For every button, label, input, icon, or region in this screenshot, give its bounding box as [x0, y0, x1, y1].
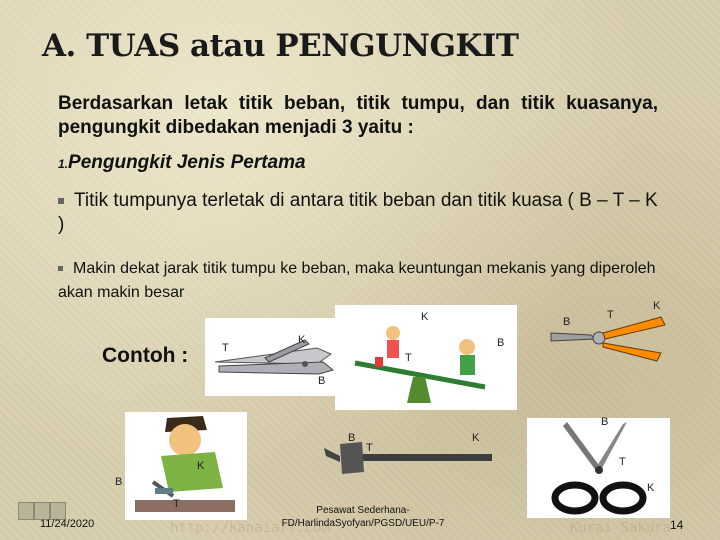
- scissors-icon: [527, 418, 670, 518]
- watermark-url: http://kanaiart.com: [170, 520, 331, 536]
- hammer-label-b: B: [348, 432, 356, 444]
- pliers-label-b: B: [563, 316, 571, 328]
- pliers-label-t: T: [607, 309, 614, 321]
- footer-date: 11/24/2020: [40, 518, 95, 530]
- seesaw-label-b: B: [497, 337, 505, 349]
- pliers-image: [543, 300, 668, 375]
- pliers-icon: [543, 305, 668, 375]
- hammer-label-t: T: [366, 442, 373, 454]
- scissors-label-k: K: [647, 482, 655, 494]
- nav-first-button[interactable]: [18, 502, 34, 520]
- boy-label-b: B: [115, 476, 123, 488]
- seesaw-label-k: K: [421, 311, 429, 323]
- seesaw-label-t: T: [405, 352, 412, 364]
- scissors-label-t: T: [619, 456, 626, 468]
- bullet-text: Titik tumpunya terletak di antara titik beban dan titik kuasa ( B – T – K ): [58, 190, 658, 235]
- seesaw-label-b2: B: [318, 375, 326, 387]
- watermark-brand: Kurai Sakura: [570, 520, 672, 536]
- lever-type-1-heading: [58, 152, 306, 174]
- pliers-label-k: K: [653, 300, 661, 312]
- lever-type-1-text: Pengungkit Jenis Pertama: [68, 152, 306, 173]
- slide-title: A. TUAS atau PENGUNGKIT: [42, 28, 519, 64]
- footer-credit: Pesawat Sederhana-FD/HarlindaSyofyan/PGSD/UEU/P-7: [281, 505, 445, 529]
- bullet-fulcrum-position: [58, 189, 658, 237]
- scissors-image: [527, 418, 670, 518]
- scissors-label-b: B: [601, 416, 609, 428]
- boy-label-k: K: [197, 460, 205, 472]
- boy-label-t: T: [173, 498, 180, 510]
- list-number: 1.: [58, 157, 69, 171]
- clipper-label-t: T: [222, 342, 229, 354]
- boy-hammering-image: [115, 412, 247, 520]
- bullet-icon: [58, 198, 64, 204]
- hammer-label-k: K: [472, 432, 480, 444]
- bullet-mechanical-advantage: [58, 257, 678, 305]
- page-number: 14: [670, 518, 684, 532]
- bullet-text: Makin dekat jarak titik tumpu ke beban, maka keuntungan mekanis yang diperoleh akan makin besar: [58, 260, 656, 301]
- example-label: Contoh :: [102, 344, 189, 367]
- bullet-icon: [58, 266, 63, 271]
- intro-paragraph: Berdasarkan letak titik beban, titik tumpu, dan titik kuasanya, pengungkit dibedakan menjadi 3 yaitu :: [58, 93, 658, 138]
- clipper-label-k: K: [298, 334, 306, 346]
- boy-hammering-icon: [125, 412, 247, 520]
- seesaw-image: [318, 305, 517, 410]
